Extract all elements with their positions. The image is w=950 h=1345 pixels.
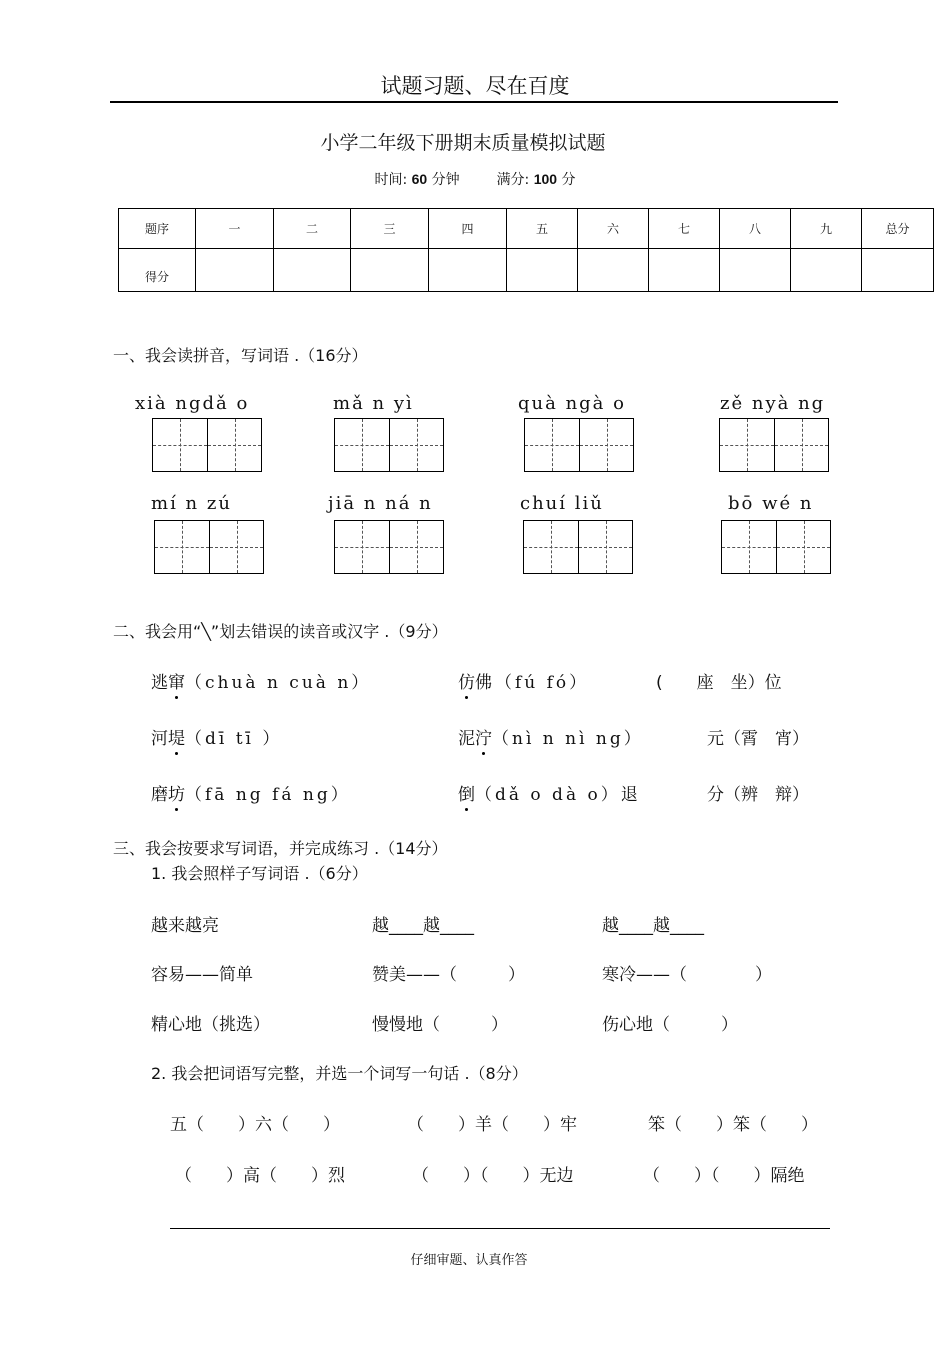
- time-label: 时间:: [374, 172, 408, 188]
- example-word: 越来越亮: [151, 916, 219, 936]
- table-cell: 九: [791, 209, 862, 249]
- table-cell: 八: [720, 209, 791, 249]
- table-cell: 五: [507, 209, 578, 249]
- table-cell: 四: [429, 209, 507, 249]
- page-header-title: 试题习题、尽在百度: [380, 74, 570, 98]
- pronunciation-item[interactable]: 逃窜（chuà n cuà n）: [151, 673, 372, 693]
- score-entry-cell[interactable]: [791, 249, 862, 292]
- example-word: 精心地（挑选）: [151, 1015, 270, 1035]
- writing-grid[interactable]: [152, 418, 262, 472]
- score-entry-cell[interactable]: [578, 249, 649, 292]
- table-cell: 总分: [862, 209, 934, 249]
- fill-in-item[interactable]: 寒冷——（ ）: [602, 965, 772, 985]
- writing-grid[interactable]: [721, 520, 831, 574]
- time-unit: 分钟: [431, 172, 460, 188]
- writing-grid[interactable]: [334, 418, 444, 472]
- fill-in-item[interactable]: 越____越____: [602, 916, 704, 936]
- fill-in-item[interactable]: 越____越____: [372, 916, 474, 936]
- fill-in-item[interactable]: 笨（ ）笨（ ）: [648, 1115, 818, 1135]
- writing-grid[interactable]: [523, 520, 633, 574]
- pinyin-label: zě nyà ng: [720, 393, 826, 414]
- section3-part2-title: 2. 我会把词语写完整，并选一个词写一句话 .（8分）: [151, 1064, 528, 1083]
- writing-grid[interactable]: [154, 520, 264, 574]
- score-value: 100: [533, 171, 558, 187]
- exam-title: 小学二年级下册期末质量模拟试题: [320, 132, 606, 154]
- pinyin-label: bō wé n: [728, 493, 814, 514]
- pinyin-label: quà ngà o: [518, 393, 626, 414]
- character-item[interactable]: ( 座 坐）位: [656, 673, 782, 693]
- pinyin-label: mí n zú: [151, 493, 232, 514]
- score-entry-cell[interactable]: [720, 249, 791, 292]
- fill-in-item[interactable]: （ ）高（ ）烈: [175, 1166, 345, 1186]
- score-entry-cell[interactable]: [274, 249, 351, 292]
- fill-in-item[interactable]: （ ）羊（ ）牢: [407, 1115, 577, 1135]
- score-unit: 分: [561, 172, 576, 188]
- table-cell: 七: [649, 209, 720, 249]
- fill-in-item[interactable]: 赞美——（ ）: [372, 965, 525, 985]
- character-item[interactable]: 元（霄 宵）: [707, 729, 809, 749]
- table-cell: 一: [196, 209, 274, 249]
- score-entry-cell[interactable]: [862, 249, 934, 292]
- score-entry-cell[interactable]: [507, 249, 578, 292]
- fill-in-item[interactable]: 五（ ）六（ ）: [170, 1115, 340, 1135]
- score-table-header-row: [119, 209, 934, 249]
- pinyin-label: chuí liǔ: [520, 493, 604, 514]
- table-cell: 六: [578, 209, 649, 249]
- fill-in-item[interactable]: 伤心地（ ）: [602, 1015, 738, 1035]
- score-label: 满分:: [496, 172, 530, 188]
- table-cell: 二: [274, 209, 351, 249]
- table-cell: 三: [351, 209, 429, 249]
- fill-in-item[interactable]: （ ）（ ）隔绝: [643, 1166, 805, 1186]
- exam-info: [0, 169, 950, 189]
- pronunciation-item[interactable]: 河堤（dī tī ）: [151, 729, 283, 749]
- footer-text: 仔细审题、认真作答: [410, 1253, 528, 1268]
- score-entry-cell[interactable]: [429, 249, 507, 292]
- fill-in-item[interactable]: 慢慢地（ ）: [372, 1015, 508, 1035]
- writing-grid[interactable]: [334, 520, 444, 574]
- section1-title: 一、我会读拼音，写词语 .（16分）: [113, 346, 368, 365]
- score-entry-cell[interactable]: [649, 249, 720, 292]
- score-table: [118, 208, 934, 292]
- pinyin-label: jiā n ná n: [328, 493, 433, 514]
- writing-grid[interactable]: [524, 418, 634, 472]
- pronunciation-item[interactable]: 仿佛（fú fó）: [458, 673, 590, 693]
- fill-in-item[interactable]: （ ）（ ）无边: [412, 1166, 574, 1186]
- header-divider: [110, 101, 838, 103]
- score-table-score-row: [119, 249, 934, 292]
- table-cell: 题序: [119, 209, 196, 249]
- pinyin-label: mǎ n yì: [333, 393, 414, 414]
- pronunciation-item[interactable]: 泥泞（nì n nì ng）: [458, 729, 644, 749]
- time-value: 60: [411, 171, 428, 187]
- table-cell: [119, 249, 196, 292]
- pronunciation-item[interactable]: 倒（dǎ o dà o）退: [458, 785, 641, 805]
- writing-grid[interactable]: [719, 418, 829, 472]
- pinyin-label: xià ngdǎ o: [135, 393, 250, 414]
- pronunciation-item[interactable]: 磨坊（fā ng fá ng）: [151, 785, 351, 805]
- score-entry-cell[interactable]: [351, 249, 429, 292]
- section3-part1-title: 1. 我会照样子写词语 .（6分）: [151, 864, 368, 883]
- score-row-label: 得分: [144, 270, 169, 284]
- footer-divider: [170, 1228, 830, 1229]
- section3-title: 三、我会按要求写词语，并完成练习 .（14分）: [113, 839, 448, 858]
- example-word: 容易——简单: [151, 965, 253, 985]
- section2-title: 二、我会用“╲”划去错误的读音或汉字 .（9分）: [113, 622, 448, 641]
- character-item[interactable]: 分（辨 辩）: [707, 785, 809, 805]
- score-entry-cell[interactable]: [196, 249, 274, 292]
